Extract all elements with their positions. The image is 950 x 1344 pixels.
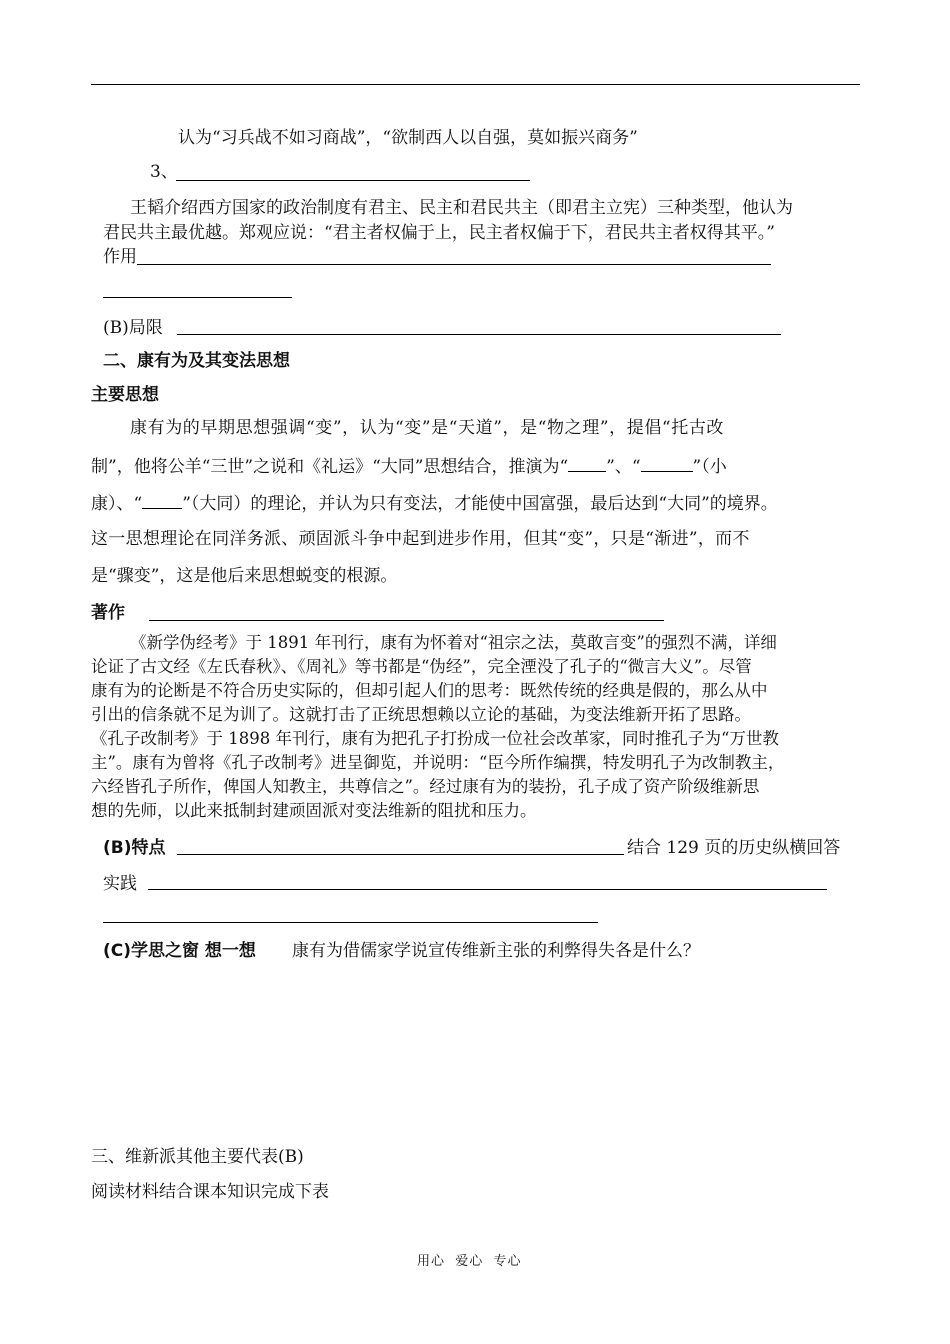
think-label: (C)学思之窗 想一想 <box>103 941 256 961</box>
blank-datong <box>142 490 182 509</box>
para1-line-4: 这一思想理论在同洋务派、顽固派斗争中起到进步作用，但其“变”，只是“渐进”，而不 <box>91 529 750 549</box>
para1-line-3 <box>91 490 778 516</box>
para1-line-5: 是“骤变”，这是他后来思想蜕变的根源。 <box>91 566 398 586</box>
practice-label: 实践 <box>103 874 137 894</box>
wangtao-line-2: 君民共主最优越。郑观应说：“君主者权偏于上，民主者权偏于下，君民共主者权得其平。” <box>103 223 775 243</box>
effect-blank <box>137 264 771 265</box>
para1-line-2 <box>91 453 727 479</box>
works-heading: 著作 <box>91 603 125 623</box>
works-line-2: 论证了古文经《左氏春秋》、《周礼》等书都是“伪经”，完全湮没了孔子的“微言大义”。尽管 <box>91 657 752 676</box>
para1-line-2a: 制”，他将公羊“三世”之说和《礼运》“大同”思想结合，推演为“ <box>91 457 569 477</box>
limit-blank <box>177 334 781 335</box>
blank-xiaokang-1 <box>568 453 606 472</box>
works-line-5: 《孔子改制考》于 1898 年刊行，康有为把孔子打扮成一位社会改革家，同时推孔子为“万世教 <box>91 729 779 748</box>
section-2-heading: 二、康有为及其变法思想 <box>103 351 290 371</box>
practice-blank <box>148 889 827 890</box>
works-line-4: 引出的信条就不足为训了。这就打击了正统思想赖以立论的基础，为变法维新开拓了思路。 <box>91 705 751 724</box>
features-suffix: 结合 129 页的历史纵横回答 <box>627 838 841 858</box>
limit-label: (B)局限 <box>103 318 163 338</box>
wangtao-line-1: 王韬介绍西方国家的政治制度有君主、民主和君民共主（即君主立宪）三种类型，他认为 <box>130 198 793 218</box>
works-blank <box>149 620 664 621</box>
effect-blank-2 <box>103 297 292 298</box>
works-line-6: 主”。康有为曾将《孔子改制考》进呈御览，并说明：“臣今所作编撰，特发明孔子为改制教主， <box>91 753 785 772</box>
main-idea-heading: 主要思想 <box>91 385 159 405</box>
para1-line-3a: 康）、“ <box>91 494 143 514</box>
item-3-label: 3、 <box>150 162 178 182</box>
para1-line-2c: ”（小 <box>692 457 727 477</box>
para1-line-3b: ”（大同）的理论，并认为只有变法，才能使中国富强，最后达到“大同”的境界。 <box>182 494 778 514</box>
think-question: 康有为借儒家学说宣传维新主张的利弊得失各是什么？ <box>292 941 700 961</box>
para1-line-2b: ”、“ <box>606 457 641 477</box>
practice-blank-2 <box>103 922 598 923</box>
para1-line-1: 康有为的早期思想强调“变”，认为“变”是“天道”，是“物之理”，提倡“托古改 <box>130 418 725 438</box>
quote-line: 认为“习兵战不如习商战”，“欲制西人以自强，莫如振兴商务” <box>178 128 638 148</box>
item-3-blank <box>176 180 530 181</box>
effect-label: 作用 <box>103 247 137 267</box>
features-label: (B)特点 <box>103 838 166 858</box>
header-rule <box>91 84 860 85</box>
section-3-instruction: 阅读材料结合课本知识完成下表 <box>91 1182 329 1202</box>
works-line-3: 康有为的论断是不符合历史实际的，但却引起人们的思考：既然传统的经典是假的，那么从中 <box>91 681 768 700</box>
section-3-heading: 三、维新派其他主要代表(B) <box>91 1147 304 1167</box>
features-blank <box>177 854 624 855</box>
page-footer: 用心 爱心 专心 <box>417 1254 522 1269</box>
works-line-8: 想的先师，以此来抵制封建顽固派对变法维新的阻扰和压力。 <box>91 801 537 820</box>
blank-xiaokang-2 <box>641 453 693 472</box>
works-line-7: 六经皆孔子所作，俾国人知教主，共尊信之”。经过康有为的装扮，孔子成了资产阶级维新思 <box>91 777 760 796</box>
works-line-1: 《新学伪经考》于 1891 年刊行，康有为怀着对“祖宗之法，莫敢言变”的强烈不满，详细 <box>130 633 777 652</box>
